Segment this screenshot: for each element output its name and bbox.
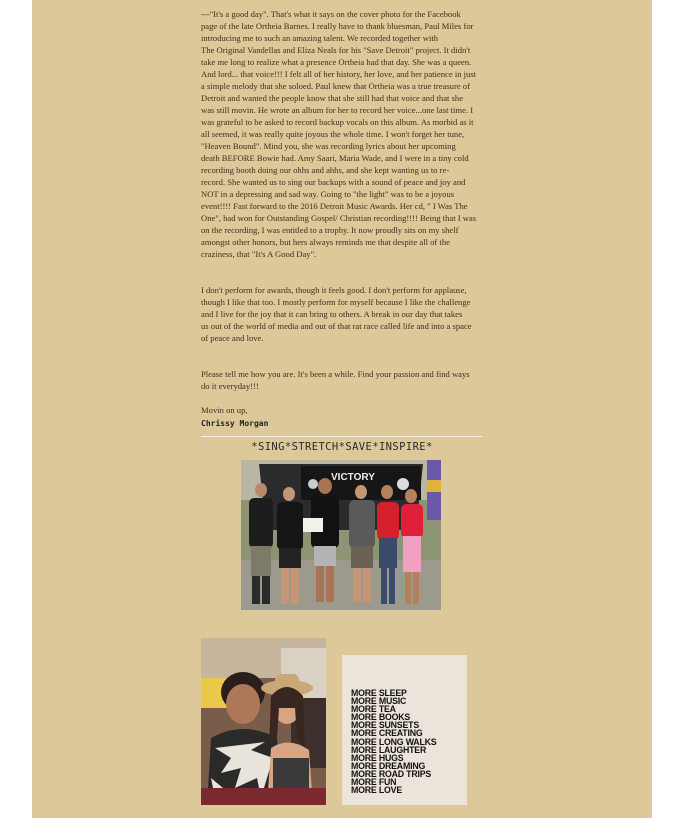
poster-line: MORE TEA [351, 704, 396, 715]
poster-line: MORE SUNSETS [351, 720, 419, 731]
paragraph-performing: I don't perform for awards, though it feels good. I don't perform for applause, though I like that too. I mostly perform for myself because I like the challenge and I live for the joy that it can bring to others. A break in our day that takes us out of the world of media and out of that rat race called life and into a space of peace and love. [201, 285, 472, 343]
more-list-poster [342, 655, 467, 805]
poster-line: MORE SLEEP [351, 688, 407, 698]
group-award-photo [241, 460, 441, 610]
paragraph-ortheia-story: ---"It's a good day". That's what it says on the cover photo for the Facebook page of the late Ortheia Barnes. I really have to thank bluesman, Paul Miles for introducing me to such an amazing talent. We recorded together with The Original Vandellas and Eliza Neals for his "Save Detroit" project. It didn't take me long to realize what a presence Ortheia had that day. She was a queen. And lord... that voice!!! I felt all of her history, her love, and her patience in just a simple melody that she soloed. Paul knew that Ortheia was a true treasure of Detroit and wanted the people know that she still had that voice and that she was still movin. He wrote an album for her to record her voice...one last time. I was grateful to be asked to record backup vocals on this album. As morbid as it all seemed, it was really quite joyous the whole time. I won't forget her tune, "Heaven Bound". Mind you, she was recording lyrics about her upcoming death BEFORE Bowie had. Amy Saari, Maria Wade, and I were in a tiny cold recording booth doing our ohhs and ahhs, and she kept wanting us to re- record. She wanted us to sing our backups with a sound of peace and joy and NOT in a depressing and sad way. Going to "the light" was to be a joyous event!!!! Fast forward to the 2016 Detroit Music Awards. Her cd, " I Was The One", had won for Outstanding Gospel/ Christian recording!!!! Being that I was on the recording, I was entitled to a trophy. It now proudly sits on my shelf amongst other honors, but hers always reminds me that despite all of the craziness, that "It's A Good Day". [201, 9, 477, 259]
poster-line: MORE FUN [351, 777, 397, 788]
poster-line: MORE HUGS [351, 752, 404, 763]
poster-line: MORE LAUGHTER [351, 744, 427, 755]
poster-list [351, 689, 436, 794]
poster-line: MORE LONG WALKS [351, 736, 437, 747]
letter-body [201, 8, 483, 430]
closing-line: Movin on up, [201, 405, 248, 415]
signature: Chrissy Morgan [201, 419, 269, 428]
two-women-photo [201, 638, 326, 805]
poster-line: MORE DREAMING [351, 760, 426, 771]
poster-line: MORE BOOKS [351, 712, 411, 723]
tagline: *SING*STRETCH*SAVE*INSPIRE* [251, 441, 433, 453]
poster-line: MORE LOVE [351, 785, 402, 796]
divider [201, 436, 483, 437]
banner-text: VICTORY [331, 472, 375, 483]
poster-line: MORE CREATING [351, 728, 423, 739]
paragraph-passion: Please tell me how you are. It's been a while. Find your passion and find ways do it everyday!!! [201, 369, 470, 391]
poster-line: MORE MUSIC [351, 696, 407, 707]
poster-line: MORE ROAD TRIPS [351, 768, 432, 779]
